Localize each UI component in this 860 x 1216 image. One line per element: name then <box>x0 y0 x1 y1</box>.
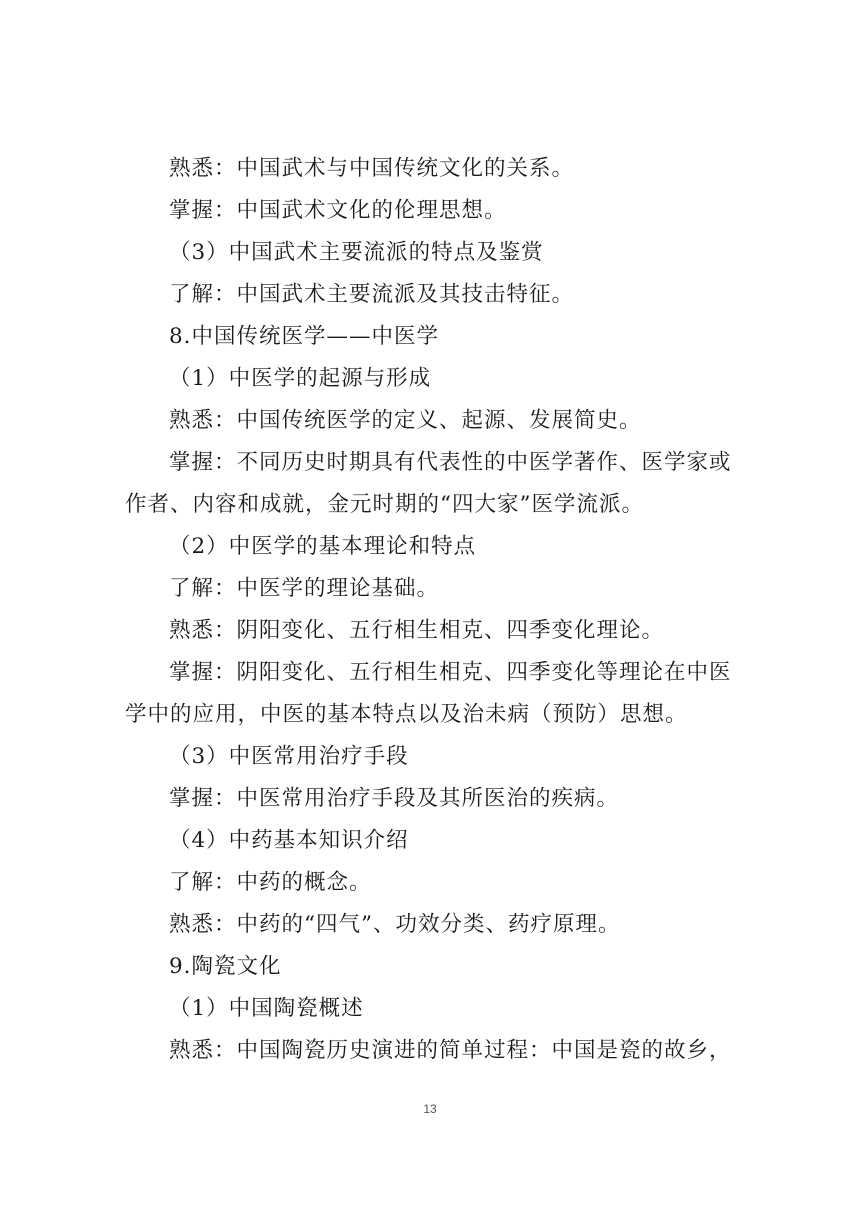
section-heading: （2）中医学的基本理论和特点 <box>169 534 477 559</box>
text-line: 掌握：阴阳变化、五行相生相克、四季变化等理论在中医 <box>169 660 732 685</box>
text-line: 熟悉：中国陶瓷历史演进的简单过程：中国是瓷的故乡， <box>169 1038 732 1063</box>
text-line: 掌握：中国武术文化的伦理思想。 <box>169 198 507 223</box>
page-number: 13 <box>423 1102 437 1116</box>
text-line: 掌握：不同历史时期具有代表性的中医学著作、医学家或 <box>169 450 732 475</box>
section-heading: （1）中医学的起源与形成 <box>169 366 432 391</box>
section-heading: （1）中国陶瓷概述 <box>169 996 364 1021</box>
text-line: 熟悉：中国武术与中国传统文化的关系。 <box>169 156 575 181</box>
text-line: 了解：中国武术主要流派及其技击特征。 <box>169 282 575 307</box>
section-heading: （4）中药基本知识介绍 <box>169 828 409 853</box>
text-line: 掌握：中医常用治疗手段及其所医治的疾病。 <box>169 786 620 811</box>
section-heading: （3）中医常用治疗手段 <box>169 744 409 769</box>
document-body <box>125 148 745 1072</box>
text-line: 熟悉：阴阳变化、五行相生相克、四季变化理论。 <box>169 618 665 643</box>
text-line: 熟悉：中药的“四气”、功效分类、药疗原理。 <box>169 912 621 937</box>
text-line: 作者、内容和成就，金元时期的“四大家”医学流派。 <box>125 492 644 517</box>
text-line: 熟悉：中国传统医学的定义、起源、发展简史。 <box>169 408 642 433</box>
chapter-heading: 9.陶瓷文化 <box>169 954 282 979</box>
text-line: 了解：中药的概念。 <box>169 870 372 895</box>
text-line: 了解：中医学的理论基础。 <box>169 576 440 601</box>
section-heading: （3）中国武术主要流派的特点及鉴赏 <box>169 240 544 265</box>
text-line: 学中的应用，中医的基本特点以及治未病（预防）思想。 <box>125 702 688 727</box>
chapter-heading: 8.中国传统医学——中医学 <box>169 324 440 349</box>
